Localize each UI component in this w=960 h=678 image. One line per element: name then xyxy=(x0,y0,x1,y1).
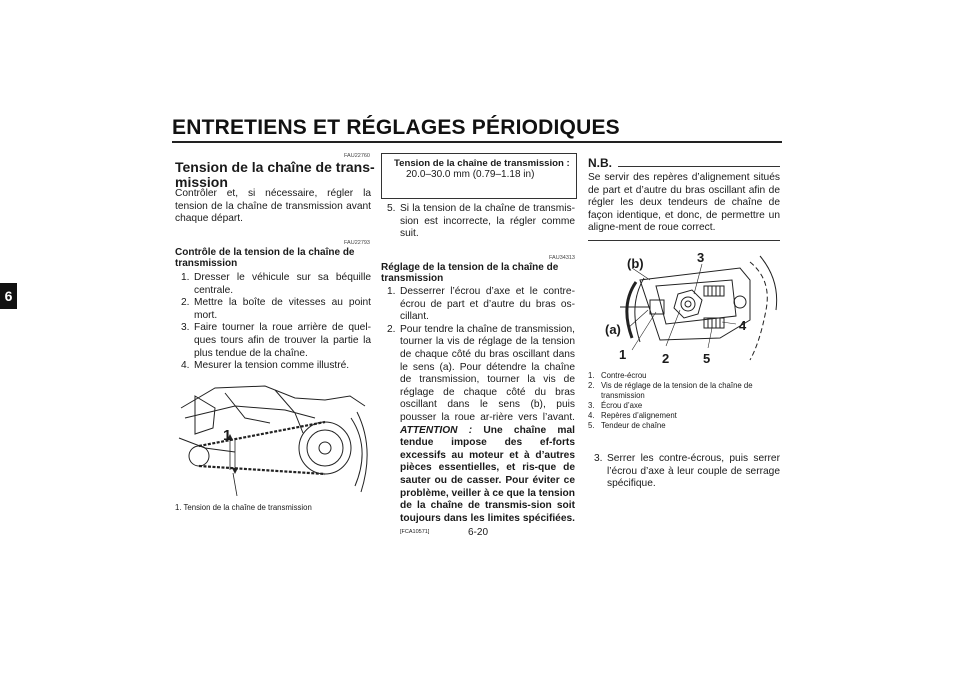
section-heading xyxy=(175,160,375,190)
heading-line-1: Tension de la chaîne de trans- xyxy=(175,159,375,175)
figure-callout-4: 4 xyxy=(739,318,747,333)
figure-callout-2: 2 xyxy=(662,351,670,366)
attention-label: ATTENTION : xyxy=(400,424,473,436)
list-item: 3. Serrer les contre-écrous, puis serrer l’écrou d’axe à leur couple de serrage spécifique. xyxy=(594,453,780,490)
list-item: 2. Mettre la boîte de vitesses au point mort. xyxy=(181,297,371,321)
figure-callout: 1 xyxy=(223,427,232,444)
list-item: 2. Pour tendre la chaîne de transmission, tourner la vis de réglage de la tension de chaque côté du bras oscillant dans le sens (a). Pour détendre la chaîne de transmission, tourner la vis de réglage de chaque côté du bras oscillant dans le sens (b), puis pousser la roue ar-rière vers l’avant. ATTENTION : Une chaîne mal tendue impose des ef-forts excessifs au moteur et à d’autres pièces essentielles, et ris-que de sauter ou de casser. Pour éviter ce problème, veiller à ce que la tension de la chaîne de transmis-sion soit toujours dans les limites spécifiées. [FCA10571] xyxy=(387,323,575,536)
nb-text: Se servir des repères d’alignement situés de part et d’autre du bras oscillant afin de régler les deux tendeurs de chaîne de façon identique, et donc, de permettre un aligne-ment de roue correct. xyxy=(588,172,780,234)
spec-value: 20.0–30.0 mm (0.79–1.18 in) xyxy=(406,169,535,180)
figure-callout-1: 1 xyxy=(619,347,627,362)
figure-label-a: (a) xyxy=(605,322,621,337)
steps-list xyxy=(381,203,575,241)
spec-box xyxy=(381,153,577,199)
steps-list xyxy=(175,272,371,373)
list-item: 5. Si la tension de la chaîne de transmis-sion est incorrecte, la régler comme suit. xyxy=(387,203,575,240)
figure-caption: 1. Tension de la chaîne de transmission xyxy=(175,503,312,512)
nb-rule-bottom xyxy=(588,240,780,241)
figure-callout-5: 5 xyxy=(703,351,711,366)
page-number: 6-20 xyxy=(468,527,489,538)
steps-list xyxy=(588,453,780,491)
caption-item: 2. Vis de réglage de la tension de la chaîne de transmission xyxy=(588,381,753,400)
ref-code: FAU22793 xyxy=(344,240,370,246)
nb-label: N.B. xyxy=(588,156,612,170)
caption-item: 3. Écrou d’axe xyxy=(588,401,643,410)
list-item: 1. Desserrer l’écrou d’axe et le contre-écrou de part et d’autre du bras os-cillant. xyxy=(387,286,575,323)
list-item: 4. Mesurer la tension comme illustré. xyxy=(181,360,350,372)
page-header-title: ENTRETIENS ET RÉGLAGES PÉRIODIQUES xyxy=(172,116,620,139)
subheading: Réglage de la tension de la chaîne de transmission xyxy=(381,262,559,284)
nb-rule xyxy=(618,166,780,167)
caption-item: 4. Repères d’alignement xyxy=(588,411,677,420)
figure-caption-list xyxy=(588,371,780,431)
chain-tension-figure xyxy=(175,378,371,496)
intro-paragraph: Contrôler et, si nécessaire, régler la tension de la chaîne de transmission avant chaque départ. xyxy=(175,188,371,225)
ref-code: FAU34313 xyxy=(549,255,575,261)
spec-label: Tension de la chaîne de transmission : xyxy=(394,158,570,169)
subheading: Contrôle de la tension de la chaîne de transmission xyxy=(175,247,355,269)
ref-code: FAU22760 xyxy=(344,153,370,159)
caption-item: 1. Contre-écrou xyxy=(588,371,647,380)
heading-line-2: mission xyxy=(175,174,228,190)
figure-label-b: (b) xyxy=(627,256,644,271)
figure-callout-3: 3 xyxy=(697,250,705,265)
attention-text: Une chaîne mal tendue impose des ef-forts excessifs au moteur et à d’autres pièces essentielles, et ris-que de sauter ou de casser. Pour éviter ce problème, veiller à ce que la tension de la chaîne de transmis-sion soit toujours dans les limites spécifiées. xyxy=(400,424,575,524)
list-item: 1. Dresser le véhicule sur sa béquille centrale. xyxy=(181,272,371,296)
steps-list xyxy=(381,286,575,539)
chapter-tab: 6 xyxy=(0,283,17,309)
list-item: 3. Faire tourner la roue arrière de quel-ques tours afin de trouver la partie la plus tendue de la chaîne. xyxy=(181,322,371,359)
header-rule xyxy=(172,141,782,143)
attention-code: [FCA10571] xyxy=(400,529,430,536)
caption-item: 5. Tendeur de chaîne xyxy=(588,421,666,430)
